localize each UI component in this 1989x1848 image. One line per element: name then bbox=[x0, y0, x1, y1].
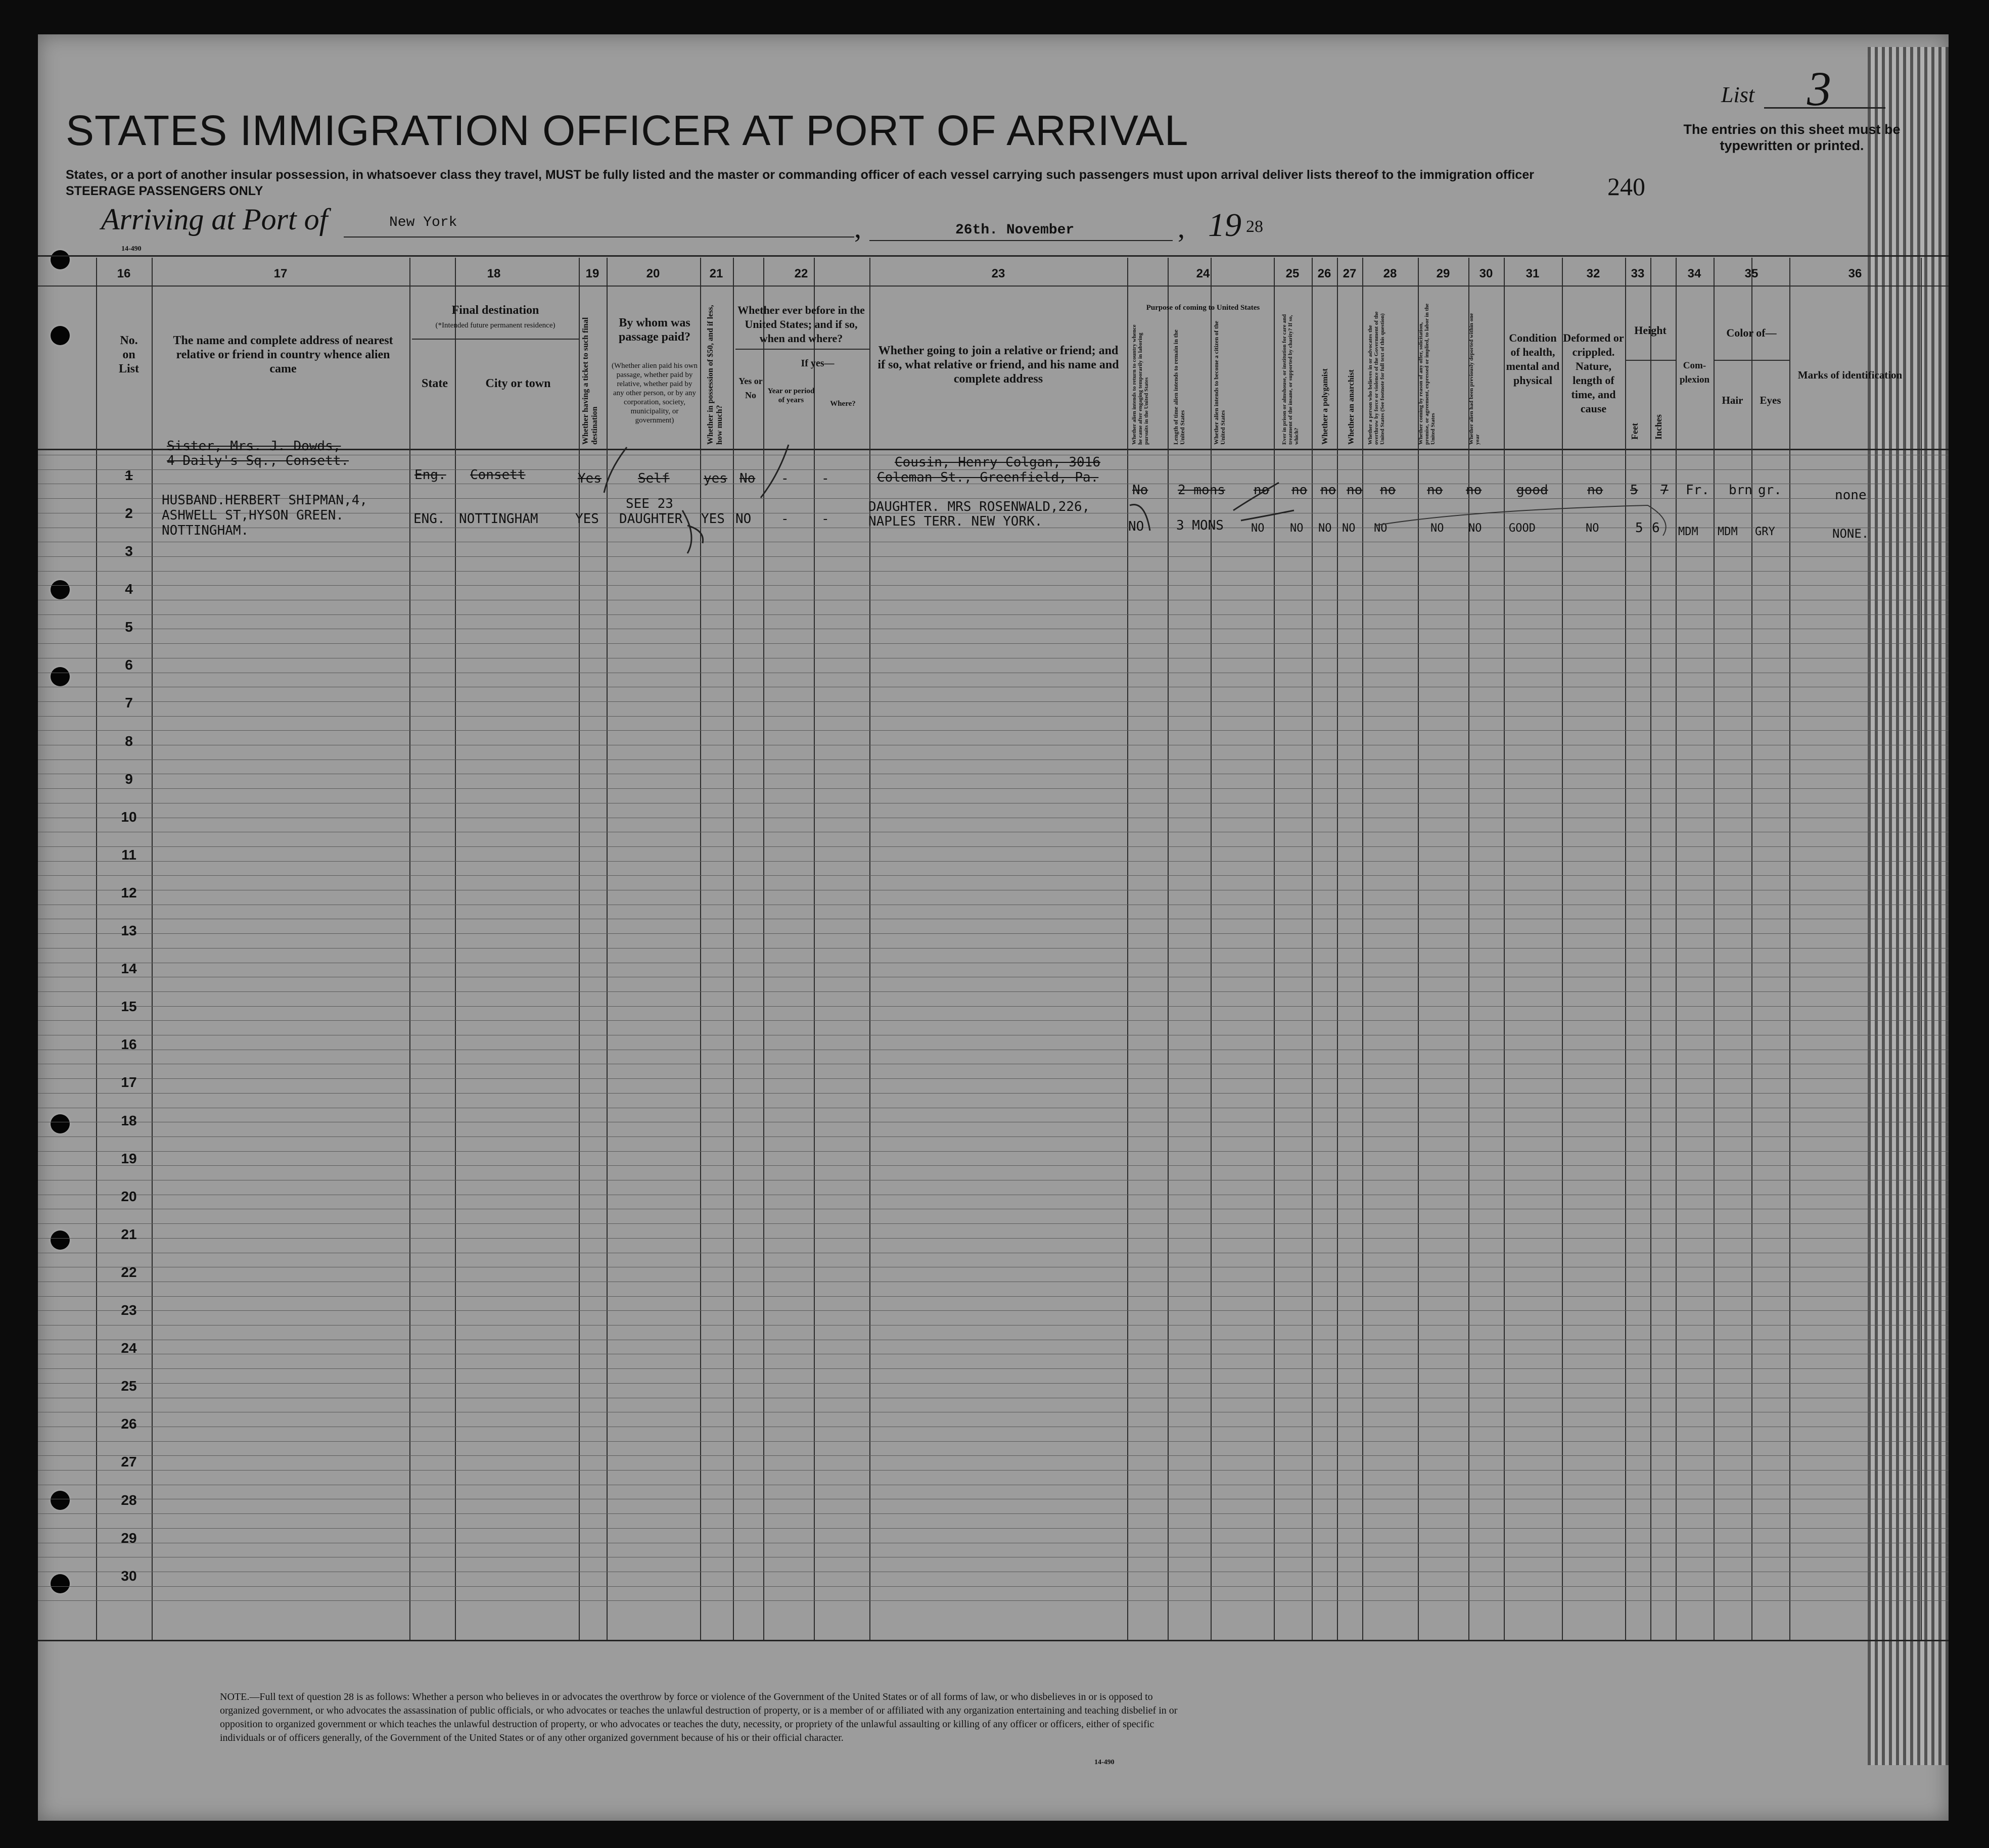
footnote-q28: NOTE.—Full text of question 28 is as follows: Whether a person who believes in or advocates the overthrow by force or violence of the Government of the United States or of all forms of law, or who disbelieves in or is opposed to organized government, or who advocates the assassination of public officials, or who advocates or teaches the unlawful destruction of property, or is a member of or affiliated with any organization entertaining and teaching disbelief in or opposition to organized government or which teaches the unlawful destruction of property, or who advocates or teaches the duty, necessity, or propriety of the unlawful assaulting or killing of any officer or officers, either of specific individuals or of officers generally, of the Government of the United States or of any other organized government because of his or their official character. bbox=[220, 1691, 1178, 1743]
row2-anarchist: NO bbox=[1342, 522, 1356, 535]
hdr-purpose-citizen: Whether alien intends to become a citizen of the United States bbox=[1213, 320, 1226, 445]
row1-relative-line1: Sister, Mrs. J. Dowds, bbox=[167, 439, 341, 454]
rule-text-body: States, or a port of another insular possession, in whatsoever class they travel, MUST be fully listed and the master or commanding officer of each vessel carrying such passengers must upon arrival deliver lists thereof to the immigration officer bbox=[66, 168, 1534, 182]
hdr-ticket: Whether having a ticket to such final destination bbox=[581, 317, 599, 445]
class-label: STEERAGE PASSENGERS ONLY bbox=[66, 184, 263, 198]
column-number: 24 bbox=[1196, 267, 1210, 280]
row1-q30: no bbox=[1466, 483, 1482, 498]
row-number: 12 bbox=[121, 884, 137, 901]
comma: , bbox=[854, 213, 861, 244]
row-number: 18 bbox=[121, 1112, 137, 1128]
row-number: 21 bbox=[121, 1226, 137, 1242]
row2-passage: SEE 23 bbox=[626, 496, 673, 511]
row2-length: 3 MONS bbox=[1176, 518, 1224, 533]
row1-marks: none bbox=[1835, 488, 1867, 503]
row2-q28: NO bbox=[1374, 522, 1387, 535]
hdr-final-destination-note: (*Intended future permanent residence) bbox=[435, 321, 556, 329]
row-number: 8 bbox=[125, 733, 133, 749]
row1-prison: no bbox=[1291, 483, 1308, 498]
row-number: 3 bbox=[125, 543, 133, 559]
form-code: 14-490 bbox=[121, 245, 142, 253]
row2-polygamist: NO bbox=[1318, 522, 1332, 535]
row2-possession: YES bbox=[701, 511, 725, 527]
hdr-city-or-town: City or town bbox=[485, 377, 551, 390]
row1-join-line2: Coleman St., Greenfield, Pa. bbox=[877, 470, 1099, 485]
row1-polygamist: no bbox=[1320, 483, 1336, 498]
row1-join-line1: Cousin, Henry Colgan, 3016 bbox=[895, 455, 1100, 470]
hdr-color-of: Color of— bbox=[1726, 326, 1777, 339]
column-number: 16 bbox=[117, 267, 131, 280]
hdr-q29: Whether coming by reason of any offer, solicitation, promise, or agreement, expressed or implied, to labor in the United States bbox=[1418, 303, 1436, 445]
row1-q28: no bbox=[1380, 483, 1396, 498]
column-number: 23 bbox=[991, 267, 1005, 280]
column-number: 18 bbox=[487, 267, 501, 280]
port-value: New York bbox=[389, 215, 457, 230]
row1-health: good bbox=[1516, 483, 1548, 498]
row-number: 2 bbox=[125, 505, 133, 521]
row1-citizen: no bbox=[1254, 483, 1270, 498]
column-number: 25 bbox=[1285, 267, 1300, 280]
hdr-possession-50: Whether in possession of $50, and if less, how much? bbox=[706, 305, 724, 445]
row-number: 27 bbox=[121, 1454, 137, 1470]
list-number: 3 bbox=[1807, 62, 1831, 116]
row2-marks: NONE. bbox=[1832, 527, 1869, 541]
row1-ticket: Yes bbox=[578, 471, 602, 486]
hdr-purpose-length: Length of time alien intends to remain in the United States bbox=[1172, 329, 1186, 445]
row2-passage-line2: DAUGHTER bbox=[619, 511, 683, 527]
row2-prison: NO bbox=[1290, 522, 1304, 535]
row2-city: NOTTINGHAM bbox=[459, 511, 538, 527]
row-number: 23 bbox=[121, 1302, 137, 1318]
hdr-q28: Whether a person who believes in or advocates the overthrow by force or violence of the Government of the United States (See footnote for full text of this question) bbox=[1367, 311, 1385, 445]
hdr-inches: Inches bbox=[1653, 414, 1663, 440]
row-number: 28 bbox=[121, 1492, 137, 1508]
page-title: STATES IMMIGRATION OFFICER AT PORT OF ARRIVAL bbox=[66, 107, 1189, 154]
row2-deformed: NO bbox=[1586, 522, 1599, 535]
column-number: 35 bbox=[1744, 267, 1759, 280]
row1-ever-before: No bbox=[739, 471, 756, 486]
row2-join-line2: NAPLES TERR. NEW YORK. bbox=[868, 514, 1043, 529]
row2-return: NO bbox=[1128, 519, 1144, 534]
row2-relative-line3: NOTTINGHAM. bbox=[162, 523, 249, 538]
hdr-join-relative: Whether going to join a relative or friend; and if so, what relative or friend, and his name and complete address bbox=[877, 344, 1119, 386]
row-number: 19 bbox=[121, 1150, 137, 1166]
row1-inches: 7 bbox=[1660, 483, 1669, 498]
hdr-purpose: Purpose of coming to United States bbox=[1146, 304, 1260, 312]
row2-state: ENG. bbox=[413, 511, 445, 527]
row-number: 17 bbox=[121, 1074, 137, 1091]
row2-complexion: MDM bbox=[1678, 526, 1698, 538]
row-number: 1 bbox=[125, 467, 133, 483]
row2-year-period: - bbox=[781, 511, 789, 527]
row1-year-period: - bbox=[781, 471, 789, 486]
row2-ticket: YES bbox=[575, 511, 599, 527]
page-number: 240 bbox=[1607, 172, 1645, 201]
row-number: 20 bbox=[121, 1188, 137, 1204]
row2-feet: 5 bbox=[1635, 520, 1643, 536]
column-number: 31 bbox=[1525, 267, 1540, 280]
row-number: 11 bbox=[121, 846, 136, 863]
hdr-nearest-relative: The name and complete address of nearest relative or friend in country whence alien came bbox=[173, 334, 393, 375]
row2-inches: 6 bbox=[1652, 520, 1660, 536]
row1-feet: 5 bbox=[1630, 483, 1638, 498]
row1-length: 2 mons bbox=[1178, 483, 1225, 498]
row-number: 29 bbox=[121, 1530, 137, 1546]
hdr-height: Height bbox=[1634, 324, 1667, 337]
column-number: 30 bbox=[1479, 267, 1493, 280]
column-number: 21 bbox=[709, 267, 723, 280]
hdr-year-period: Year or period of years bbox=[767, 387, 815, 404]
column-number: 27 bbox=[1343, 267, 1357, 280]
hdr-hair: Hair bbox=[1722, 394, 1743, 406]
row-number: 10 bbox=[121, 809, 137, 825]
row-number: 30 bbox=[121, 1568, 137, 1584]
row1-q29: no bbox=[1427, 483, 1443, 498]
row-number: 6 bbox=[125, 657, 133, 673]
hdr-prison: Ever in prison or almshouse, or institution for care and treatment of the insane, or supported by charity? If so, which? bbox=[1281, 314, 1300, 445]
row2-where: - bbox=[821, 511, 829, 527]
row1-state: Eng. bbox=[414, 467, 446, 483]
row-number: 4 bbox=[125, 581, 133, 597]
list-label: List bbox=[1721, 82, 1755, 107]
hdr-state: State bbox=[422, 377, 448, 390]
row-number: 25 bbox=[121, 1378, 137, 1394]
hdr-anarchist: Whether an anarchist bbox=[1347, 369, 1356, 445]
row2-relative-line2: ASHWELL ST,HYSON GREEN. bbox=[162, 508, 344, 523]
column-number: 20 bbox=[646, 267, 660, 280]
hdr-eyes: Eyes bbox=[1760, 394, 1781, 406]
row-number: 13 bbox=[121, 923, 137, 938]
row1-where: - bbox=[821, 471, 829, 486]
row-number: 24 bbox=[121, 1340, 137, 1356]
row1-possession: yes bbox=[704, 471, 727, 486]
date-value: 26th. November bbox=[955, 222, 1075, 238]
column-number: 36 bbox=[1848, 267, 1862, 280]
column-number: 19 bbox=[585, 267, 599, 280]
arriving-label: Arriving at Port of bbox=[101, 203, 328, 236]
row2-eyes: GRY bbox=[1755, 526, 1775, 538]
hdr-deformed: Deformed or crippled. Nature, length of time, and cause bbox=[1563, 331, 1624, 415]
row1-complexion: Fr. bbox=[1686, 483, 1709, 498]
column-number: 29 bbox=[1436, 267, 1450, 280]
row1-deformed: no bbox=[1587, 483, 1603, 498]
year-suffix: 28 bbox=[1246, 217, 1263, 236]
row1-return: No bbox=[1132, 483, 1148, 498]
hdr-health: Condition of health, mental and physical bbox=[1506, 331, 1560, 387]
row-number: 22 bbox=[121, 1264, 137, 1280]
hdr-purpose-return: Whether alien intends to return to country whence he came after engaging temporarily in laboring pursuits in the United States bbox=[1131, 324, 1149, 445]
column-number: 26 bbox=[1317, 267, 1331, 280]
row-number: 26 bbox=[121, 1416, 137, 1432]
row2-join-line1: DAUGHTER. MRS ROSENWALD,226, bbox=[868, 499, 1090, 514]
hdr-passage-paid: By whom was passage paid? bbox=[618, 316, 691, 344]
hdr-complexion: Com-plexion bbox=[1679, 360, 1710, 385]
hdr-yes-or-no: Yes or No bbox=[738, 376, 763, 400]
row-number: 9 bbox=[125, 771, 133, 787]
row2-ever-before: NO bbox=[735, 511, 752, 527]
footer-form-code: 14-490 bbox=[1094, 1759, 1115, 1766]
hdr-no-on-list: No. on List bbox=[118, 334, 139, 375]
hdr-ever-before: Whether ever before in the United States; and if so, when and where? bbox=[737, 304, 865, 345]
row1-passage: Self bbox=[638, 471, 670, 486]
column-number: 33 bbox=[1631, 267, 1645, 280]
hdr-final-destination: Final destination bbox=[451, 304, 539, 317]
column-number: 32 bbox=[1586, 267, 1600, 280]
row2-citizen: NO bbox=[1251, 522, 1265, 535]
column-number: 22 bbox=[794, 267, 808, 280]
hdr-q30: Whether alien had been previously deported within one year bbox=[1468, 313, 1481, 445]
row1-hair: brn bbox=[1729, 483, 1752, 498]
column-number: 34 bbox=[1687, 267, 1701, 280]
row-number: 14 bbox=[121, 961, 137, 977]
hdr-where: Where? bbox=[830, 400, 856, 408]
row-number: 7 bbox=[125, 695, 133, 711]
row-number: 5 bbox=[125, 619, 133, 635]
row1-eyes: gr. bbox=[1758, 483, 1782, 498]
year-prefix: 19 bbox=[1208, 207, 1241, 244]
hdr-polygamist: Whether a polygamist bbox=[1321, 368, 1329, 445]
hdr-marks: Marks of identification bbox=[1797, 369, 1903, 381]
hdr-passage-paid-note: (Whether alien paid his own passage, whether paid by relative, whether paid by any other person, or by any corporation, society, municipality, or government) bbox=[612, 362, 698, 424]
comma: , bbox=[1178, 213, 1185, 244]
row1-city: Consett bbox=[470, 467, 526, 483]
column-number: 28 bbox=[1383, 267, 1397, 280]
row2-relative-line1: HUSBAND.HERBERT SHIPMAN,4, bbox=[162, 493, 367, 508]
row2-q30: NO bbox=[1468, 522, 1482, 535]
row2-hair: MDM bbox=[1718, 526, 1738, 538]
hdr-feet: Feet bbox=[1630, 423, 1640, 440]
row2-health: GOOD bbox=[1509, 522, 1536, 535]
row1-relative-line2: 4 Daily's Sq., Consett. bbox=[167, 453, 349, 468]
row1-anarchist: no bbox=[1347, 483, 1363, 498]
row2-q29: NO bbox=[1430, 522, 1444, 535]
row-number: 16 bbox=[121, 1036, 137, 1053]
hdr-if-yes: If yes— bbox=[801, 358, 835, 369]
column-number: 17 bbox=[273, 267, 288, 280]
sheet-note: The entries on this sheet must be typewritten or printed. bbox=[1683, 122, 1901, 153]
row-number: 15 bbox=[121, 999, 137, 1015]
